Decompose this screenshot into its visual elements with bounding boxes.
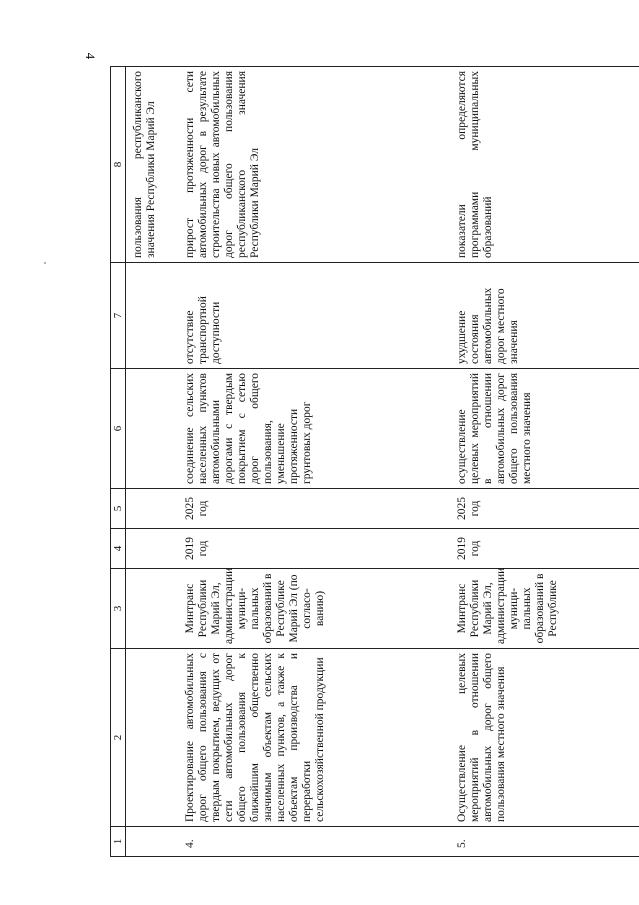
column-header-7: 7 [111,263,126,369]
expected-result: соединение сельских населенных пунктов автомобильными дорогами с твердым покрытием с сетью дорог общего пользования, уменьшение протяженности грунтовых дорог [178,369,450,489]
column-header-6: 6 [111,369,126,489]
cell-empty [126,649,178,827]
page-number: 4 [83,52,98,60]
target-indicator: прирост протяженности сети автомобильных дорог в результате строительства новых автомобильных дорог общего пользования республиканского значения Республики Марий Эл [178,67,450,263]
end-year: 2025 год [178,489,450,529]
expected-result: осуществление целевых мероприятий в отношении автомобильных дорог общего пользования местного значения [450,369,639,489]
cell-empty [126,827,178,857]
cell-empty [126,569,178,649]
scan-speck [44,262,46,264]
non-implementation-consequence: ухудшение состояния автомобильных дорог местного значения [450,263,639,369]
table-row [450,67,639,857]
executor: Минтранс Республики Марий Эл, администрации муници-пальных образований в Республике [450,569,639,649]
measure-name: Проектирование автомобильных дорог общего пользования с твердым покрытием, ведущих от сети автомобильных дорог общего пользования к ближайшим общественно значимым объектам сельских населенных пунктов, а также к объектам производства и переработки сельскохозяйственной продукции [178,649,450,827]
non-implementation-consequence: отсутствие транспортной доступности [178,263,450,369]
start-year: 2019 год [178,529,450,569]
executor: Минтранс Республики Марий Эл, администрации муници-пальных образований в Республике Марий Эл (по согласо-ванию) [178,569,450,649]
column-header-5: 5 [111,489,126,529]
column-number-row [111,67,126,857]
table-row [178,67,450,857]
cell-empty [126,263,178,369]
cell-empty [126,369,178,489]
rotated-page-content [110,57,639,857]
continuation-indicator: пользования республиканского значения Республики Марий Эл [126,67,178,263]
end-year: 2025 год [450,489,639,529]
measure-name: Осуществление целевых мероприятий в отношении автомобильных дорог общего пользования местного значения [450,649,639,827]
cell-empty [126,529,178,569]
program-measures-table [110,66,639,857]
column-header-4: 4 [111,529,126,569]
row-number: 5. [450,827,639,857]
column-header-1: 1 [111,827,126,857]
row-number: 4. [178,827,450,857]
column-header-8: 8 [111,67,126,263]
start-year: 2019 год [450,529,639,569]
target-indicator: показатели определяются программами муниципальных образований [450,67,639,263]
column-header-2: 2 [111,649,126,827]
continuation-row [126,67,178,857]
cell-empty [126,489,178,529]
column-header-3: 3 [111,569,126,649]
